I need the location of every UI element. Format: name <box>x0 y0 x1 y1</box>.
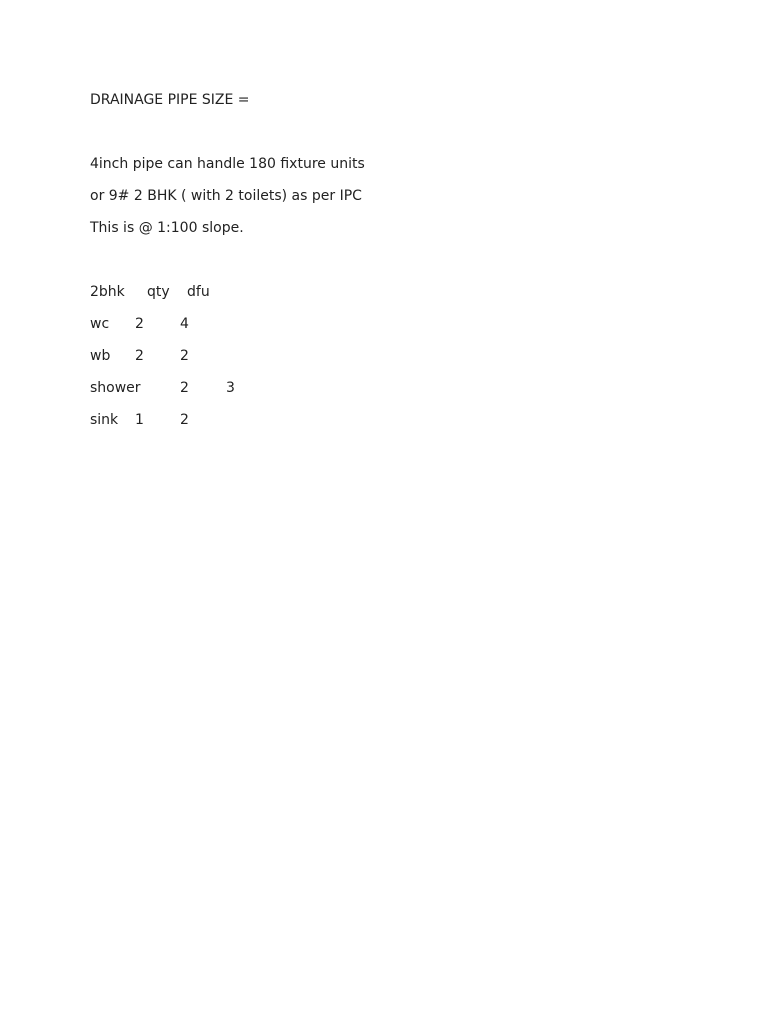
table-cell: sink <box>90 412 119 428</box>
table-cell: wc <box>90 316 110 332</box>
table-cell: 1 <box>135 412 144 428</box>
paragraph-line: 4inch pipe can handle 180 fixture units <box>90 156 365 172</box>
table-cell: wb <box>90 348 111 364</box>
table-cell: 2 <box>180 412 189 428</box>
table-header-cell: qty <box>147 284 170 300</box>
paragraph-line: or 9# 2 BHK ( with 2 toilets) as per IPC <box>90 188 362 204</box>
table-cell: 3 <box>226 380 235 396</box>
table-cell: 2 <box>135 316 144 332</box>
table-cell: shower <box>90 380 141 396</box>
table-header-cell: dfu <box>187 284 210 300</box>
table-cell: 2 <box>180 380 189 396</box>
table-header-cell: 2bhk <box>90 284 125 300</box>
table-cell: 2 <box>135 348 144 364</box>
document-heading: DRAINAGE PIPE SIZE = <box>90 92 250 108</box>
paragraph-line: This is @ 1:100 slope. <box>90 220 244 236</box>
table-cell: 2 <box>180 348 189 364</box>
table-cell: 4 <box>180 316 189 332</box>
